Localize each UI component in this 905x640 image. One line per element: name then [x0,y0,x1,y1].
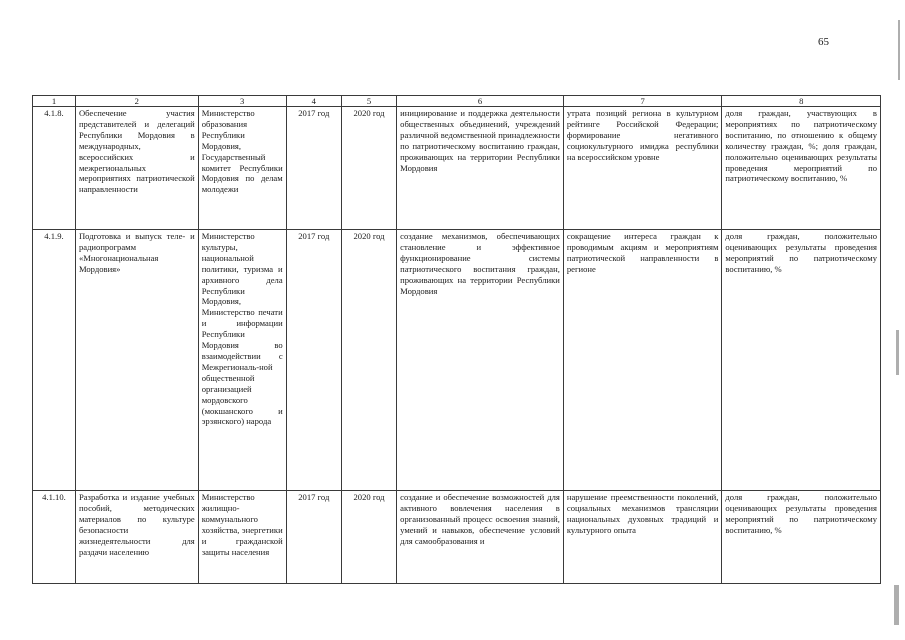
header-cell-2: 2 [75,96,198,107]
measure-name: Подготовка и выпуск теле- и радиопрограмм «Многонациональная Мордовия» [75,230,198,491]
non-implementation-consequence: утрата позиций региона в культурном рейтинге Российской Федерации; формирование негативного социокультурного имиджа республики на всероссийском уровне [563,107,722,230]
header-cell-8: 8 [722,96,881,107]
scan-edge-mark [894,585,899,625]
row-number: 4.1.10. [33,491,76,584]
scan-edge-mark [898,20,900,80]
non-implementation-consequence: нарушение преемственности поколений, социальных механизмов трансляции национальных духовных традиций и культурного опыта [563,491,722,584]
start-year: 2017 год [286,491,341,584]
header-cell-7: 7 [563,96,722,107]
program-measures-table [32,95,881,584]
responsible-executor: Министерство жилищно-коммунального хозяйства, энергетики и гражданской защиты населения [198,491,286,584]
table-row [33,230,881,491]
header-cell-5: 5 [341,96,396,107]
header-cell-1: 1 [33,96,76,107]
table-row [33,107,881,230]
expected-result: инициирование и поддержка деятельности общественных объединений, учреждений различной ведомственной принадлежности по патриотическому воспитанию граждан, проживающих на территории Республики Мордовия [397,107,564,230]
measure-name: Обеспечение участия представителей и делегаций Республики Мордовия в международных, всероссийских и межрегиональных мероприятиях патриотической направленности [75,107,198,230]
header-cell-3: 3 [198,96,286,107]
page-number: 65 [818,36,829,48]
end-year: 2020 год [341,230,396,491]
table-row [33,491,881,584]
row-number: 4.1.9. [33,230,76,491]
expected-result: создание и обеспечение возможностей для активного вовлечения населения в организованный процесс освоения знаний, умений и навыков, обеспечение условий для самообразования и [397,491,564,584]
non-implementation-consequence: сокращение интереса граждан к проводимым акциям и мероприятиям патриотической направленности в регионе [563,230,722,491]
responsible-executor: Министерство культуры, национальной политики, туризма и архивного дела Республики Мордовия, Министерство печати и информации Республики Мордовия во взаимодействии с Межрегиональ-ной общественной организацией мордовского (мокшанского и эрзянского) народа [198,230,286,491]
table-header-row [33,96,881,107]
expected-result: создание механизмов, обеспечивающих становление и эффективное функционирование системы патриотического воспитания граждан, проживающих на территории Республики Мордовия [397,230,564,491]
header-cell-4: 4 [286,96,341,107]
related-indicator: доля граждан, положительно оценивающих результаты проведения мероприятий по патриотическому воспитанию, % [722,230,881,491]
end-year: 2020 год [341,107,396,230]
end-year: 2020 год [341,491,396,584]
responsible-executor: Министерство образования Республики Мордовия, Государственный комитет Республики Мордовия по делам молодежи [198,107,286,230]
related-indicator: доля граждан, положительно оценивающих результаты проведения мероприятий по патриотическому воспитанию, % [722,491,881,584]
header-cell-6: 6 [397,96,564,107]
scan-edge-mark [896,330,899,375]
start-year: 2017 год [286,107,341,230]
row-number: 4.1.8. [33,107,76,230]
measure-name: Разработка и издание учебных пособий, методических материалов по культуре безопасности жизнедеятельности для раздачи населению [75,491,198,584]
start-year: 2017 год [286,230,341,491]
related-indicator: доля граждан, участвующих в мероприятиях по патриотическому воспитанию, по отношению к общему количеству граждан, %; доля граждан, положительно оценивающих результаты проведения мероприятий по патриотическому воспитанию, % [722,107,881,230]
